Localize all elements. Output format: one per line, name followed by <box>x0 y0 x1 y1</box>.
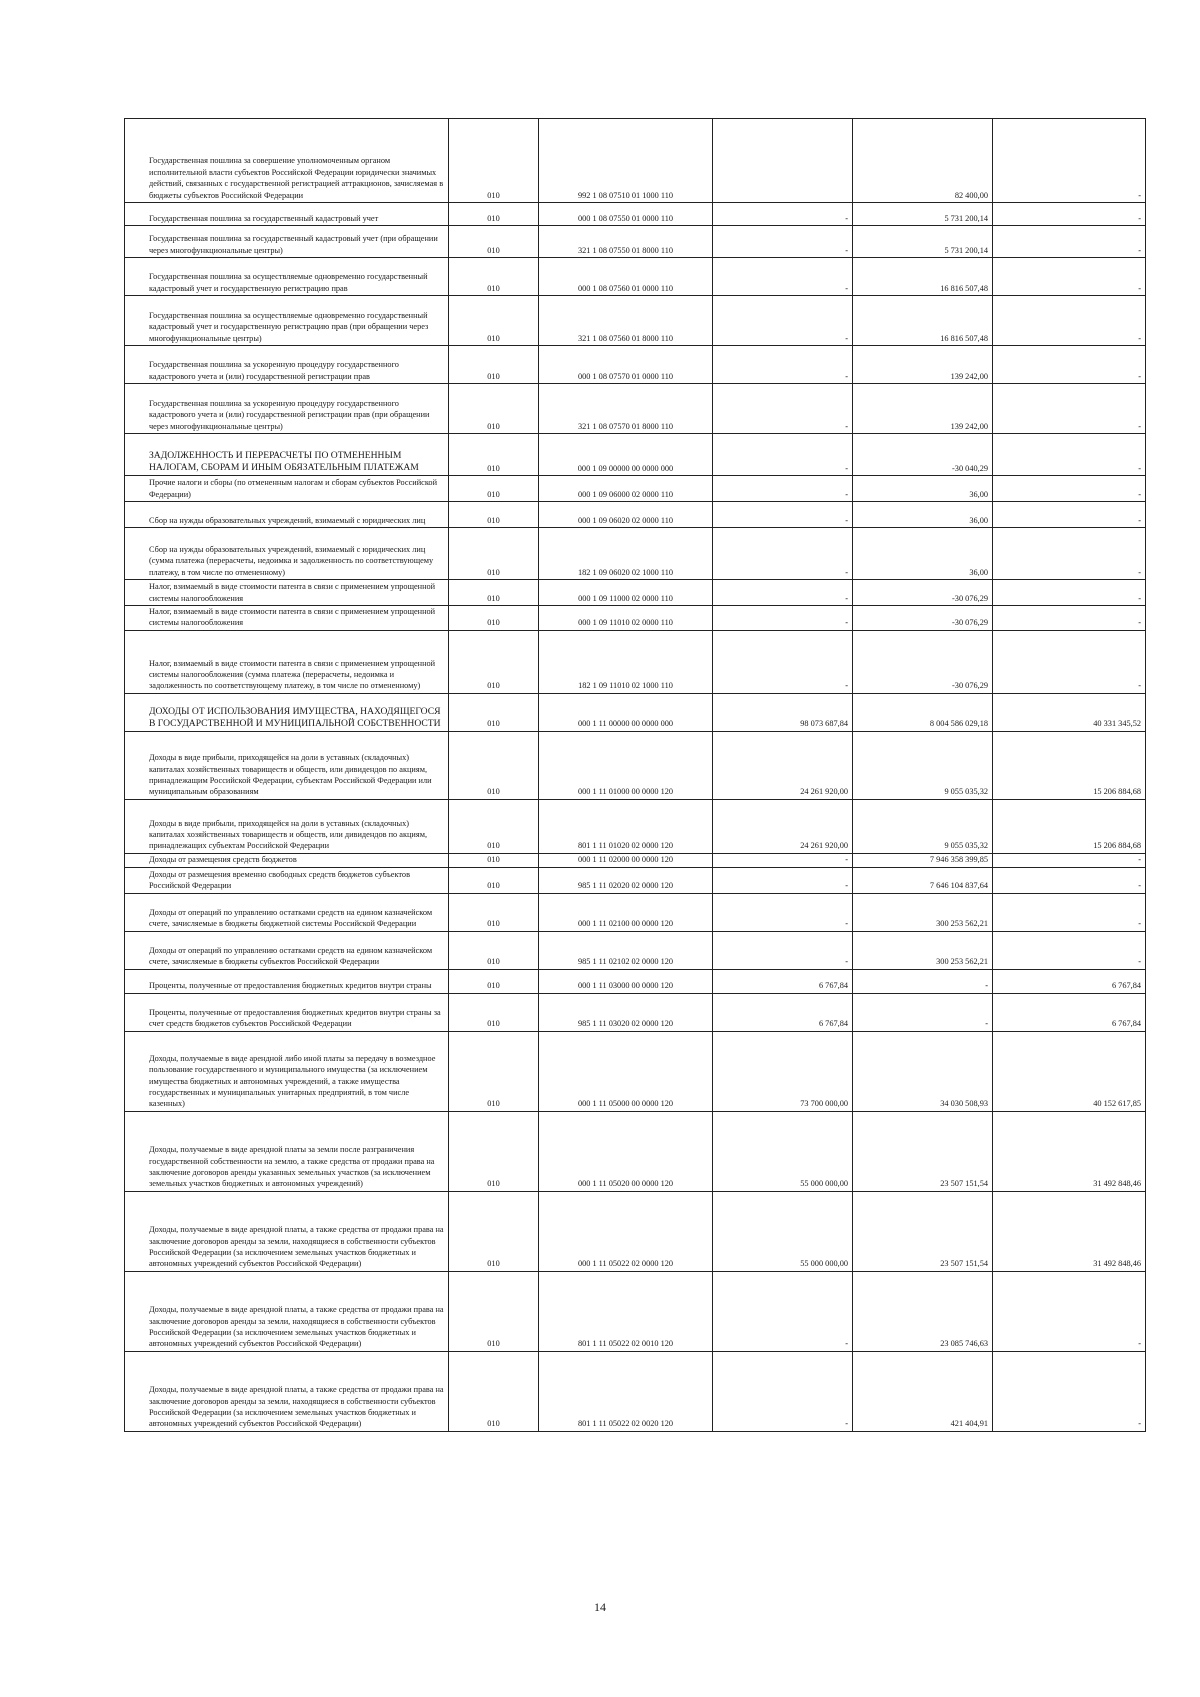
table-row <box>125 693 1146 731</box>
row-name-cell: Доходы, получаемые в виде арендной платы за земли после разграничения государственной собственности на землю, а также средства от продажи права на заключение договоров аренды указанных земельных участков (за исключением земельных участков бюджетных и автономных учреждений) <box>125 1111 449 1191</box>
table-row <box>125 258 1146 296</box>
row-name-cell: ДОХОДЫ ОТ ИСПОЛЬЗОВАНИЯ ИМУЩЕСТВА, НАХОДЯЩЕГОСЯ В ГОСУДАРСТВЕННОЙ И МУНИЦИПАЛЬНОЙ СОБСТВЕННОСТИ <box>125 693 449 731</box>
row-unexecuted-cell: - <box>993 606 1146 631</box>
row-executed-cell: 421 404,91 <box>853 1351 993 1431</box>
row-budget-code-cell: 321 1 08 07570 01 8000 110 <box>539 384 713 434</box>
table-row <box>125 993 1146 1031</box>
table-row <box>125 1031 1146 1111</box>
row-executed-cell: 36,00 <box>853 476 993 502</box>
table-row <box>125 580 1146 606</box>
table-row <box>125 476 1146 502</box>
row-executed-cell: -30 076,29 <box>853 606 993 631</box>
row-budget-code-cell: 182 1 09 11010 02 1000 110 <box>539 630 713 693</box>
row-executed-cell: 7 646 104 837,64 <box>853 867 993 893</box>
row-approved-cell: - <box>713 580 853 606</box>
row-budget-code-cell: 985 1 11 02020 02 0000 120 <box>539 867 713 893</box>
row-name-cell: Государственная пошлина за государственный кадастровый учет <box>125 203 449 226</box>
row-executed-cell: 16 816 507,48 <box>853 296 993 346</box>
row-executed-cell: 23 085 746,63 <box>853 1271 993 1351</box>
row-executed-cell: -30 076,29 <box>853 580 993 606</box>
row-name-cell: Налог, взимаемый в виде стоимости патента в связи с применением упрощенной системы налогообложения (сумма платежа (перерасчеты, недоимка и задолженность по соответствующему платежу, в том числе по отмененному) <box>125 630 449 693</box>
row-unexecuted-cell: - <box>993 1271 1146 1351</box>
table-row <box>125 731 1146 799</box>
row-approved-cell: - <box>713 853 853 867</box>
row-executed-cell: 139 242,00 <box>853 346 993 384</box>
table-row <box>125 296 1146 346</box>
row-approved-cell: 55 000 000,00 <box>713 1111 853 1191</box>
row-unexecuted-cell: - <box>993 867 1146 893</box>
row-name-cell: Проценты, полученные от предоставления бюджетных кредитов внутри страны за счет средств бюджетов субъектов Российской Федерации <box>125 993 449 1031</box>
row-budget-code-cell: 000 1 08 07570 01 0000 110 <box>539 346 713 384</box>
row-approved-cell: - <box>713 893 853 931</box>
row-approved-cell: - <box>713 1271 853 1351</box>
row-name-cell: Проценты, полученные от предоставления бюджетных кредитов внутри страны <box>125 969 449 993</box>
row-line-code-cell: 010 <box>449 434 539 476</box>
table-row <box>125 969 1146 993</box>
row-name-cell: Сбор на нужды образовательных учреждений, взимаемый с юридических лиц (сумма платежа (перерасчеты, недоимка и задолженность по соответствующему платежу, в том числе по отмененному) <box>125 528 449 580</box>
row-budget-code-cell: 000 1 11 05020 00 0000 120 <box>539 1111 713 1191</box>
row-name-cell: Доходы в виде прибыли, приходящейся на доли в уставных (складочных) капиталах хозяйственных товариществ и обществ, или дивидендов по акциям, принадлежащих субъектам Российской Федерации <box>125 799 449 853</box>
row-unexecuted-cell: 15 206 884,68 <box>993 799 1146 853</box>
row-line-code-cell: 010 <box>449 1031 539 1111</box>
row-line-code-cell: 010 <box>449 580 539 606</box>
row-budget-code-cell: 801 1 11 05022 02 0020 120 <box>539 1351 713 1431</box>
table-row <box>125 346 1146 384</box>
row-line-code-cell: 010 <box>449 1191 539 1271</box>
row-unexecuted-cell: - <box>993 203 1146 226</box>
row-budget-code-cell: 000 1 11 03000 00 0000 120 <box>539 969 713 993</box>
row-line-code-cell: 010 <box>449 853 539 867</box>
row-budget-code-cell: 000 1 11 01000 00 0000 120 <box>539 731 713 799</box>
row-budget-code-cell: 000 1 09 06000 02 0000 110 <box>539 476 713 502</box>
row-unexecuted-cell: 40 152 617,85 <box>993 1031 1146 1111</box>
row-name-cell: Государственная пошлина за осуществляемые одновременно государственный кадастровый учет и государственную регистрацию прав (при обращении через многофункциональные центры) <box>125 296 449 346</box>
row-line-code-cell: 010 <box>449 693 539 731</box>
table-row <box>125 528 1146 580</box>
row-approved-cell: 24 261 920,00 <box>713 731 853 799</box>
row-approved-cell: - <box>713 606 853 631</box>
row-unexecuted-cell: - <box>993 119 1146 203</box>
row-name-cell: Государственная пошлина за ускоренную процедуру государственного кадастрового учета и (или) государственной регистрации прав <box>125 346 449 384</box>
row-line-code-cell: 010 <box>449 502 539 528</box>
row-executed-cell: 8 004 586 029,18 <box>853 693 993 731</box>
table-row <box>125 1271 1146 1351</box>
table-row <box>125 853 1146 867</box>
row-name-cell: Государственная пошлина за ускоренную процедуру государственного кадастрового учета и (или) государственной регистрации прав (при обращении через многофункциональные центры) <box>125 384 449 434</box>
row-executed-cell: 9 055 035,32 <box>853 799 993 853</box>
table-row <box>125 893 1146 931</box>
row-line-code-cell: 010 <box>449 346 539 384</box>
row-name-cell: Доходы от размещения временно свободных средств бюджетов субъектов Российской Федерации <box>125 867 449 893</box>
row-executed-cell: 300 253 562,21 <box>853 931 993 969</box>
row-budget-code-cell: 992 1 08 07510 01 1000 110 <box>539 119 713 203</box>
row-approved-cell: - <box>713 434 853 476</box>
row-budget-code-cell: 000 1 08 07560 01 0000 110 <box>539 258 713 296</box>
row-executed-cell: 23 507 151,54 <box>853 1191 993 1271</box>
table-row <box>125 799 1146 853</box>
row-name-cell: Доходы, получаемые в виде арендной платы, а также средства от продажи права на заключение договоров аренды за земли, находящиеся в собственности субъектов Российской Федерации (за исключением земельных участков бюджетных и автономных учреждений субъектов Российской Федерации) <box>125 1191 449 1271</box>
row-unexecuted-cell: - <box>993 630 1146 693</box>
row-approved-cell: - <box>713 226 853 258</box>
row-name-cell: Доходы, получаемые в виде арендной платы, а также средства от продажи права на заключение договоров аренды за земли, находящиеся в собственности субъектов Российской Федерации (за исключением земельных участков бюджетных и автономных учреждений субъектов Российской Федерации) <box>125 1351 449 1431</box>
row-unexecuted-cell: - <box>993 893 1146 931</box>
row-unexecuted-cell: - <box>993 346 1146 384</box>
row-line-code-cell: 010 <box>449 731 539 799</box>
row-line-code-cell: 010 <box>449 258 539 296</box>
table-row <box>125 606 1146 631</box>
row-line-code-cell: 010 <box>449 476 539 502</box>
row-name-cell: Налог, взимаемый в виде стоимости патента в связи с применением упрощенной системы налогообложения <box>125 580 449 606</box>
row-name-cell: Доходы, получаемые в виде арендной платы, а также средства от продажи права на заключение договоров аренды за земли, находящиеся в собственности субъектов Российской Федерации (за исключением земельных участков бюджетных и автономных учреждений субъектов Российской Федерации) <box>125 1271 449 1351</box>
row-name-cell: Доходы от размещения средств бюджетов <box>125 853 449 867</box>
table-row <box>125 1111 1146 1191</box>
row-approved-cell: - <box>713 384 853 434</box>
row-approved-cell: - <box>713 203 853 226</box>
row-executed-cell: 16 816 507,48 <box>853 258 993 296</box>
row-budget-code-cell: 000 1 08 07550 01 0000 110 <box>539 203 713 226</box>
row-line-code-cell: 010 <box>449 867 539 893</box>
row-name-cell: Доходы от операций по управлению остатками средств на едином казначейском счете, зачисляемые в бюджеты субъектов Российской Федерации <box>125 931 449 969</box>
table-row <box>125 203 1146 226</box>
row-budget-code-cell: 801 1 11 01020 02 0000 120 <box>539 799 713 853</box>
row-line-code-cell: 010 <box>449 630 539 693</box>
row-approved-cell: 6 767,84 <box>713 969 853 993</box>
row-approved-cell <box>713 119 853 203</box>
row-executed-cell: 36,00 <box>853 502 993 528</box>
row-executed-cell: -30 076,29 <box>853 630 993 693</box>
row-budget-code-cell: 801 1 11 05022 02 0010 120 <box>539 1271 713 1351</box>
row-name-cell: Государственная пошлина за совершение уполномоченным органом исполнительной власти субъектов Российской Федерации юридически значимых действий, связанных с государственной регистрацией аттракционов, зачисляемая в бюджеты субъектов Российской Федерации <box>125 119 449 203</box>
row-executed-cell: 300 253 562,21 <box>853 893 993 931</box>
row-unexecuted-cell: - <box>993 853 1146 867</box>
table-row <box>125 434 1146 476</box>
row-unexecuted-cell: - <box>993 1351 1146 1431</box>
row-approved-cell: 98 073 687,84 <box>713 693 853 731</box>
row-unexecuted-cell: 6 767,84 <box>993 993 1146 1031</box>
row-unexecuted-cell: 6 767,84 <box>993 969 1146 993</box>
row-budget-code-cell: 985 1 11 02102 02 0000 120 <box>539 931 713 969</box>
table-row <box>125 867 1146 893</box>
row-approved-cell: - <box>713 258 853 296</box>
row-budget-code-cell: 321 1 08 07560 01 8000 110 <box>539 296 713 346</box>
row-name-cell: Доходы, получаемые в виде арендной либо иной платы за передачу в возмездное пользование государственного и муниципального имущества (за исключением имущества бюджетных и автономных учреждений, а также имущества государственных и муниципальных унитарных предприятий, в том числе казенных) <box>125 1031 449 1111</box>
table-row <box>125 502 1146 528</box>
row-unexecuted-cell: 15 206 884,68 <box>993 731 1146 799</box>
row-budget-code-cell: 000 1 09 06020 02 0000 110 <box>539 502 713 528</box>
row-budget-code-cell: 000 1 11 05022 02 0000 120 <box>539 1191 713 1271</box>
row-approved-cell: 55 000 000,00 <box>713 1191 853 1271</box>
row-approved-cell: 6 767,84 <box>713 993 853 1031</box>
row-line-code-cell: 010 <box>449 606 539 631</box>
row-line-code-cell: 010 <box>449 119 539 203</box>
row-unexecuted-cell: 31 492 848,46 <box>993 1191 1146 1271</box>
row-line-code-cell: 010 <box>449 1351 539 1431</box>
row-unexecuted-cell: - <box>993 434 1146 476</box>
row-executed-cell: 36,00 <box>853 528 993 580</box>
row-executed-cell: 5 731 200,14 <box>853 226 993 258</box>
row-line-code-cell: 010 <box>449 893 539 931</box>
row-unexecuted-cell: - <box>993 384 1146 434</box>
row-executed-cell: -30 040,29 <box>853 434 993 476</box>
row-unexecuted-cell: - <box>993 258 1146 296</box>
row-approved-cell: - <box>713 528 853 580</box>
row-budget-code-cell: 000 1 11 02100 00 0000 120 <box>539 893 713 931</box>
row-line-code-cell: 010 <box>449 296 539 346</box>
row-unexecuted-cell: - <box>993 476 1146 502</box>
row-approved-cell: - <box>713 1351 853 1431</box>
row-name-cell: Государственная пошлина за государственный кадастровый учет (при обращении через многофункциональные центры) <box>125 226 449 258</box>
row-approved-cell: 73 700 000,00 <box>713 1031 853 1111</box>
table-row <box>125 630 1146 693</box>
row-line-code-cell: 010 <box>449 226 539 258</box>
row-budget-code-cell: 000 1 11 00000 00 0000 000 <box>539 693 713 731</box>
page-number: 14 <box>594 1600 606 1614</box>
table-row <box>125 226 1146 258</box>
table-row <box>125 1191 1146 1271</box>
row-executed-cell: - <box>853 969 993 993</box>
table-body <box>125 119 1146 1432</box>
row-budget-code-cell: 321 1 08 07550 01 8000 110 <box>539 226 713 258</box>
row-approved-cell: - <box>713 346 853 384</box>
row-approved-cell: - <box>713 867 853 893</box>
row-budget-code-cell: 000 1 09 11000 02 0000 110 <box>539 580 713 606</box>
row-unexecuted-cell: 31 492 848,46 <box>993 1111 1146 1191</box>
row-budget-code-cell: 182 1 09 06020 02 1000 110 <box>539 528 713 580</box>
row-unexecuted-cell: - <box>993 502 1146 528</box>
table-row <box>125 931 1146 969</box>
row-budget-code-cell: 000 1 09 00000 00 0000 000 <box>539 434 713 476</box>
row-unexecuted-cell: - <box>993 226 1146 258</box>
row-name-cell: Налог, взимаемый в виде стоимости патента в связи с применением упрощенной системы налогообложения <box>125 606 449 631</box>
row-line-code-cell: 010 <box>449 969 539 993</box>
row-executed-cell: - <box>853 993 993 1031</box>
row-unexecuted-cell: - <box>993 296 1146 346</box>
row-executed-cell: 139 242,00 <box>853 384 993 434</box>
row-line-code-cell: 010 <box>449 384 539 434</box>
row-line-code-cell: 010 <box>449 203 539 226</box>
row-name-cell: ЗАДОЛЖЕННОСТЬ И ПЕРЕРАСЧЕТЫ ПО ОТМЕНЕННЫМ НАЛОГАМ, СБОРАМ И ИНЫМ ОБЯЗАТЕЛЬНЫМ ПЛАТЕЖАМ <box>125 434 449 476</box>
row-budget-code-cell: 985 1 11 03020 02 0000 120 <box>539 993 713 1031</box>
row-line-code-cell: 010 <box>449 1111 539 1191</box>
budget-revenue-table <box>124 118 1146 1432</box>
row-executed-cell: 9 055 035,32 <box>853 731 993 799</box>
row-executed-cell: 7 946 358 399,85 <box>853 853 993 867</box>
row-name-cell: Государственная пошлина за осуществляемые одновременно государственный кадастровый учет и государственную регистрацию прав <box>125 258 449 296</box>
row-budget-code-cell: 000 1 11 05000 00 0000 120 <box>539 1031 713 1111</box>
row-name-cell: Сбор на нужды образовательных учреждений, взимаемый с юридических лиц <box>125 502 449 528</box>
row-executed-cell: 5 731 200,14 <box>853 203 993 226</box>
row-executed-cell: 34 030 508,93 <box>853 1031 993 1111</box>
row-name-cell: Прочие налоги и сборы (по отмененным налогам и сборам субъектов Российской Федерации) <box>125 476 449 502</box>
row-approved-cell: - <box>713 296 853 346</box>
row-approved-cell: - <box>713 502 853 528</box>
row-executed-cell: 82 400,00 <box>853 119 993 203</box>
row-executed-cell: 23 507 151,54 <box>853 1111 993 1191</box>
row-line-code-cell: 010 <box>449 799 539 853</box>
row-budget-code-cell: 000 1 11 02000 00 0000 120 <box>539 853 713 867</box>
row-approved-cell: 24 261 920,00 <box>713 799 853 853</box>
row-line-code-cell: 010 <box>449 528 539 580</box>
row-approved-cell: - <box>713 931 853 969</box>
row-approved-cell: - <box>713 630 853 693</box>
row-line-code-cell: 010 <box>449 931 539 969</box>
row-name-cell: Доходы в виде прибыли, приходящейся на доли в уставных (складочных) капиталах хозяйственных товариществ и обществ, или дивидендов по акциям, принадлежащим Российской Федерации, субъектам Российской Федерации или муниципальным образованиям <box>125 731 449 799</box>
table-row <box>125 119 1146 203</box>
row-unexecuted-cell: - <box>993 931 1146 969</box>
row-unexecuted-cell: - <box>993 580 1146 606</box>
row-line-code-cell: 010 <box>449 1271 539 1351</box>
row-unexecuted-cell: - <box>993 528 1146 580</box>
table-row <box>125 1351 1146 1431</box>
row-name-cell: Доходы от операций по управлению остатками средств на едином казначейском счете, зачисляемые в бюджеты бюджетной системы Российской Федерации <box>125 893 449 931</box>
row-approved-cell: - <box>713 476 853 502</box>
row-budget-code-cell: 000 1 09 11010 02 0000 110 <box>539 606 713 631</box>
row-unexecuted-cell: 40 331 345,52 <box>993 693 1146 731</box>
table-row <box>125 384 1146 434</box>
row-line-code-cell: 010 <box>449 993 539 1031</box>
